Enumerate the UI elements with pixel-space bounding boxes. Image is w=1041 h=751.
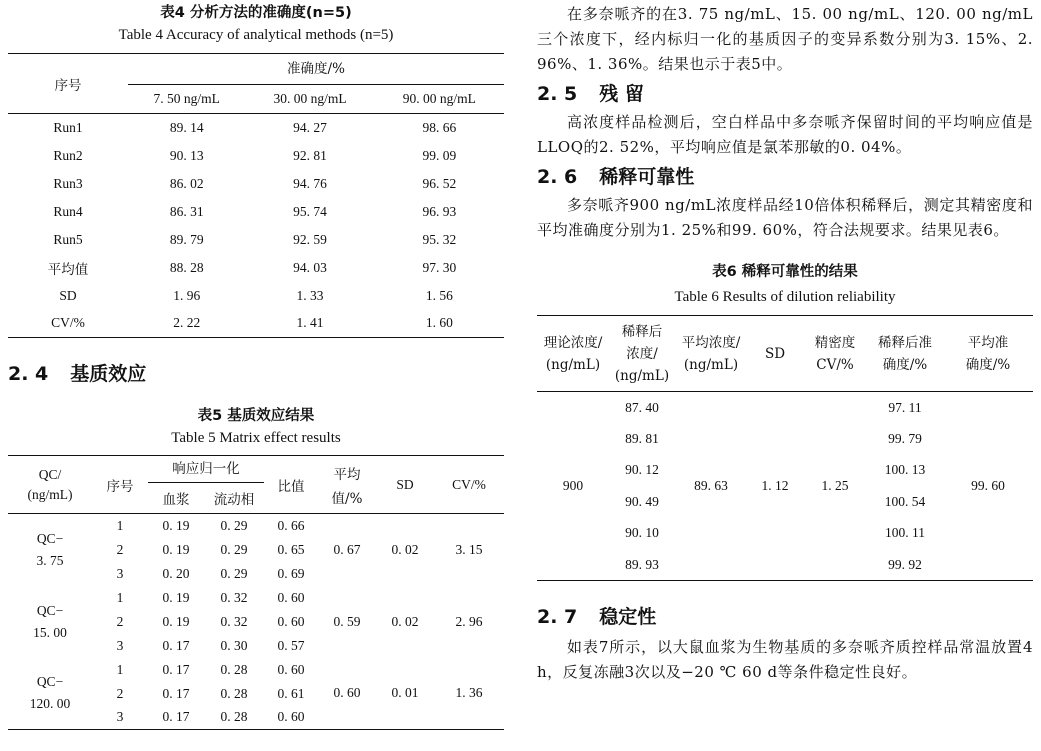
table5-qc-label: QC− 15. 00 bbox=[33, 602, 67, 640]
table4-cell: 97. 30 bbox=[422, 259, 457, 275]
table4-cell: 98. 66 bbox=[422, 119, 457, 135]
table4-row bbox=[8, 142, 504, 170]
table5-sd: 0. 01 bbox=[376, 658, 434, 730]
table6-diluted: 90. 12 bbox=[625, 462, 659, 478]
table5-mean: 0. 59 bbox=[333, 613, 361, 629]
table5-cell: 0. 29 bbox=[220, 517, 248, 533]
table4-row bbox=[8, 226, 504, 254]
table5-index: 3 bbox=[116, 637, 124, 653]
table5-cell: 0. 17 bbox=[148, 706, 204, 730]
table4-col-30.00: 30. 00 ng/mL bbox=[245, 86, 374, 114]
table5-cell: 0. 19 bbox=[162, 517, 190, 533]
table4-row bbox=[8, 310, 504, 338]
table4-cell: 86. 31 bbox=[169, 203, 204, 219]
paragraph-matrix-effect: 在多奈哌齐的在3. 75 ng/mL、15. 00 ng/mL、120. 00 ng/mL三个浓度下，经内标归一化的基质因子的变异系数分别为3. 15%、2. 96%、1. 36%。结果也示于表5中。 bbox=[537, 5, 1033, 73]
table6-header: 稀释后 浓度/ (ng/mL) bbox=[609, 316, 675, 392]
table6-mean: 89. 63 bbox=[675, 392, 747, 581]
table4-row bbox=[8, 114, 504, 142]
table5-index: 1 bbox=[116, 517, 124, 533]
table6-accuracy: 99. 92 bbox=[867, 549, 943, 581]
table6-diluted: 90. 10 bbox=[625, 525, 659, 541]
table5-cell: 0. 29 bbox=[220, 541, 248, 557]
table4-row-label: CV/% bbox=[8, 310, 128, 338]
table5-cell: 0. 17 bbox=[162, 637, 190, 653]
table4 bbox=[8, 53, 504, 338]
table6-accuracy: 100. 13 bbox=[884, 462, 926, 478]
table5-cell: 0. 19 bbox=[162, 613, 190, 629]
table4-row-label: Run3 bbox=[53, 175, 83, 191]
table4-header-group: 准确度/% bbox=[128, 54, 504, 86]
table4-cell: 94. 27 bbox=[293, 119, 327, 135]
table5-cell: 0. 60 bbox=[277, 589, 305, 605]
section-2-5-heading: 2. 5 残 留 bbox=[537, 83, 644, 105]
table4-cell: 92. 81 bbox=[293, 147, 327, 163]
table5-cv: 1. 36 bbox=[434, 658, 504, 730]
table6-header: 平均准 确度/% bbox=[943, 316, 1033, 392]
table6-accuracy: 100. 11 bbox=[885, 525, 925, 541]
table4-cell: 89. 79 bbox=[169, 231, 204, 247]
table4-cell: 88. 28 bbox=[169, 259, 204, 275]
table5-cell: 0. 30 bbox=[220, 637, 248, 653]
table4-caption-en: Table 4 Accuracy of analytical methods (n=5) bbox=[118, 27, 394, 43]
right-column bbox=[537, 0, 1033, 685]
table5-cell: 0. 29 bbox=[220, 565, 248, 581]
table5-cell: 0. 19 bbox=[162, 589, 190, 605]
table4-cell: 1. 33 bbox=[296, 287, 324, 303]
left-column bbox=[8, 0, 504, 730]
table6-cv: 1. 25 bbox=[803, 392, 867, 581]
table5-header-group: 响应归一化 bbox=[148, 456, 264, 484]
table6-header: 精密度 CV/% bbox=[803, 316, 867, 392]
table6-caption-cn: 表6 稀释可靠性的结果 bbox=[712, 264, 858, 280]
table5-qc-label: QC− 120. 00 bbox=[8, 658, 92, 730]
table4-cell: 99. 09 bbox=[422, 147, 457, 163]
table5-cell: 0. 60 bbox=[277, 613, 305, 629]
table4-row-label: 平均值 bbox=[47, 261, 89, 278]
table5-header-plasma: 血浆 bbox=[148, 484, 204, 514]
table5-cv: 2. 96 bbox=[455, 613, 483, 629]
table5-cell: 0. 66 bbox=[277, 517, 305, 533]
table5-cell: 0. 28 bbox=[220, 685, 248, 701]
table5-mean: 0. 60 bbox=[318, 658, 376, 730]
table5-cell: 0. 20 bbox=[162, 565, 190, 581]
paragraph-dilution: 多奈哌齐900 ng/mL浓度样品经10倍体积稀释后，测定其精密度和平均准确度分别为1. 25%和99. 60%，符合法规要求。结果见表6。 bbox=[537, 196, 1033, 239]
table4-cell: 94. 03 bbox=[293, 259, 327, 275]
table4-cell: 90. 13 bbox=[169, 147, 204, 163]
table5-index: 3 bbox=[92, 706, 148, 730]
table4-row bbox=[8, 254, 504, 282]
table4-cell: 86. 02 bbox=[169, 175, 204, 191]
table4-cell: 94. 76 bbox=[293, 175, 327, 191]
table6-accuracy: 100. 54 bbox=[884, 493, 926, 509]
table5-row bbox=[8, 586, 504, 610]
table6-sd: 1. 12 bbox=[747, 392, 803, 581]
table5-header-index: 序号 bbox=[92, 456, 148, 514]
paragraph-carryover: 高浓度样品检测后，空白样品中多奈哌齐保留时间的平均响应值是LLOQ的2. 52%，平均响应值是氯苯那敏的0. 04%。 bbox=[537, 113, 1033, 156]
table4-row-label: Run2 bbox=[53, 147, 83, 163]
table5-qc-label: QC− 3. 75 bbox=[36, 530, 64, 568]
table4-cell: 89. 14 bbox=[169, 119, 204, 135]
table5-cell: 0. 61 bbox=[277, 685, 305, 701]
table5-mean: 0. 67 bbox=[333, 541, 361, 557]
table5-cv: 3. 15 bbox=[455, 541, 483, 557]
table4-cell: 1. 60 bbox=[375, 310, 504, 338]
table4-row bbox=[8, 282, 504, 310]
table5-sd: 0. 02 bbox=[391, 613, 419, 629]
table4-cell: 92. 59 bbox=[293, 231, 327, 247]
table5-cell: 0. 19 bbox=[162, 541, 190, 557]
table5-index: 2 bbox=[116, 685, 124, 701]
table5-cell: 0. 17 bbox=[162, 685, 190, 701]
table5-caption-en: Table 5 Matrix effect results bbox=[171, 430, 341, 446]
table5-caption-cn: 表5 基质效应结果 bbox=[197, 408, 315, 424]
table5-cell: 0. 32 bbox=[220, 613, 248, 629]
table6-diluted: 87. 40 bbox=[625, 399, 659, 415]
table4-col-90.00: 90. 00 ng/mL bbox=[375, 86, 504, 114]
table5-cell: 0. 28 bbox=[220, 661, 248, 677]
table4-col-7.50: 7. 50 ng/mL bbox=[128, 86, 245, 114]
table5-row bbox=[8, 658, 504, 682]
table6-header: 平均浓度/ (ng/mL) bbox=[675, 316, 747, 392]
table4-row-label: Run5 bbox=[53, 231, 83, 247]
table6-diluted: 89. 81 bbox=[625, 430, 659, 446]
section-2-4-heading: 2. 4 基质效应 bbox=[8, 363, 147, 385]
table5-cell: 0. 60 bbox=[277, 661, 305, 677]
table6 bbox=[537, 315, 1033, 581]
table6-diluted: 90. 49 bbox=[625, 493, 659, 509]
table6-accuracy: 99. 79 bbox=[888, 430, 922, 446]
table6-mean-accuracy: 99. 60 bbox=[943, 392, 1033, 581]
paragraph-stability: 如表7所示，以大鼠血浆为生物基质的多奈哌齐质控样品常温放置4 h，反复冻融3次以及−20 ℃ 60 d等条件稳定性良好。 bbox=[537, 638, 1033, 681]
table4-row bbox=[8, 198, 504, 226]
table4-cell: 1. 41 bbox=[245, 310, 374, 338]
table5-cell: 0. 32 bbox=[220, 589, 248, 605]
section-2-6-heading: 2. 6 稀释可靠性 bbox=[537, 166, 695, 188]
table4-cell: 2. 22 bbox=[128, 310, 245, 338]
table5-index: 2 bbox=[116, 613, 124, 629]
table4-row-label: Run1 bbox=[53, 119, 83, 135]
table6-theoretical: 900 bbox=[537, 392, 609, 581]
table5-cell: 0. 57 bbox=[277, 637, 305, 653]
table4-cell: 95. 74 bbox=[293, 203, 327, 219]
table4-row bbox=[8, 170, 504, 198]
table4-row-label: Run4 bbox=[53, 203, 83, 219]
table5-index: 2 bbox=[116, 541, 124, 557]
table4-cell: 95. 32 bbox=[422, 231, 457, 247]
table4-row-label: SD bbox=[59, 287, 77, 303]
table5-cell: 0. 60 bbox=[264, 706, 318, 730]
table5-header-ratio: 比值 bbox=[264, 456, 318, 514]
table5-row bbox=[8, 514, 504, 538]
table5-sd: 0. 02 bbox=[391, 541, 419, 557]
table4-caption-cn: 表4 分析方法的准确度(n=5) bbox=[160, 5, 352, 21]
table5-header-sd: SD bbox=[376, 456, 434, 514]
section-2-7-heading: 2. 7 稳定性 bbox=[537, 606, 657, 628]
table5-cell: 0. 17 bbox=[162, 661, 190, 677]
table4-cell: 96. 52 bbox=[422, 175, 457, 191]
table6-header: 理论浓度/ (ng/mL) bbox=[537, 316, 609, 392]
table6-caption-en: Table 6 Results of dilution reliability bbox=[674, 289, 896, 305]
table6-accuracy: 97. 11 bbox=[888, 399, 922, 415]
table4-cell: 1. 96 bbox=[173, 287, 201, 303]
table6-diluted: 89. 93 bbox=[609, 549, 675, 581]
table5-header-mobile: 流动相 bbox=[204, 484, 264, 514]
table5-index: 1 bbox=[116, 589, 124, 605]
table6-row bbox=[537, 392, 1033, 424]
table5-cell: 0. 69 bbox=[277, 565, 305, 581]
table5-cell: 0. 65 bbox=[277, 541, 305, 557]
table5-cell: 0. 28 bbox=[204, 706, 264, 730]
table5-header-qc: QC/ (ng/mL) bbox=[8, 456, 92, 514]
table4-cell: 96. 93 bbox=[422, 203, 457, 219]
table4-cell: 1. 56 bbox=[425, 287, 453, 303]
table5-index: 3 bbox=[116, 565, 124, 581]
table5-header-cv: CV/% bbox=[434, 456, 504, 514]
table6-header: SD bbox=[747, 316, 803, 392]
table4-header-index: 序号 bbox=[8, 54, 128, 114]
table5 bbox=[8, 455, 504, 730]
table5-index: 1 bbox=[116, 661, 124, 677]
table5-header-mean: 平均 值/% bbox=[318, 456, 376, 514]
table6-header: 稀释后准 确度/% bbox=[867, 316, 943, 392]
